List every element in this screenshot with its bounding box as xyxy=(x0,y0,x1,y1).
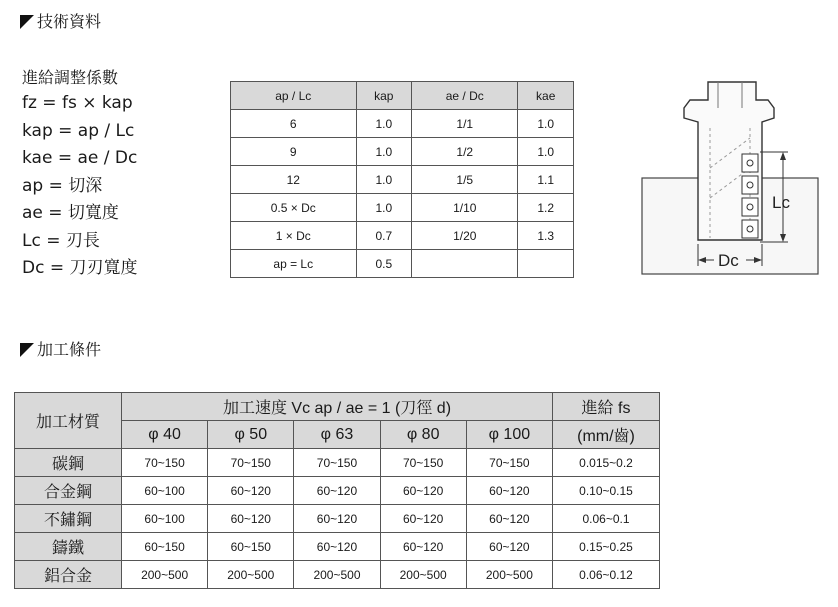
table-row xyxy=(231,194,574,222)
table-cell: ap = Lc xyxy=(231,250,357,278)
table-cell: 1.0 xyxy=(356,110,412,138)
speed-header: 加工速度 Vc ap / ae = 1 (刀徑 d) xyxy=(122,393,553,421)
table-cell: 200~500 xyxy=(208,561,294,589)
table-row xyxy=(231,166,574,194)
table-row xyxy=(15,477,660,505)
table-cell: 60~120 xyxy=(294,505,380,533)
table-cell: 70~150 xyxy=(294,449,380,477)
table-cell: 1/1 xyxy=(412,110,518,138)
formula-line: fz = fs × kap xyxy=(22,93,133,113)
table-cell: 12 xyxy=(231,166,357,194)
column-header: kae xyxy=(518,82,574,110)
arrow-up-icon xyxy=(780,152,786,160)
tech-data-heading-text: 技術資料 xyxy=(37,12,102,31)
insert-icon xyxy=(742,220,758,238)
table-header-row xyxy=(15,393,660,421)
table-cell: 1.0 xyxy=(356,166,412,194)
table-cell: 60~120 xyxy=(294,533,380,561)
material-cell: 不鏽鋼 xyxy=(15,505,122,533)
insert-icon xyxy=(742,176,758,194)
lc-label: Lc xyxy=(772,193,790,212)
cutter-diagram xyxy=(638,78,824,276)
triangle-marker-icon xyxy=(20,15,34,29)
table-cell: 60~100 xyxy=(122,505,208,533)
formula-line: kap = ap / Lc xyxy=(22,120,135,141)
diameter-header: φ 80 xyxy=(380,421,466,449)
formula-line: Dc = 刀刃寬度 xyxy=(22,258,138,278)
diameter-header: φ 40 xyxy=(122,421,208,449)
table-cell: 200~500 xyxy=(122,561,208,589)
table-cell xyxy=(518,250,574,278)
table-cell: 60~120 xyxy=(208,477,294,505)
table-cell: 0.015~0.2 xyxy=(553,449,660,477)
table-cell: 60~120 xyxy=(380,477,466,505)
table-cell: 1.0 xyxy=(518,138,574,166)
table-cell: 1/5 xyxy=(412,166,518,194)
material-cell: 碳鋼 xyxy=(15,449,122,477)
table-cell: 60~120 xyxy=(380,505,466,533)
table-header-row xyxy=(231,82,574,110)
triangle-marker-icon xyxy=(20,343,34,357)
table-cell: 60~120 xyxy=(208,505,294,533)
table-cell: 60~120 xyxy=(466,505,552,533)
table-cell: 60~120 xyxy=(466,533,552,561)
formula-line: Lc = 刃長 xyxy=(22,230,100,251)
table-cell: 1.0 xyxy=(518,110,574,138)
diameter-header: φ 100 xyxy=(466,421,552,449)
material-cell: 鑄鐵 xyxy=(15,533,122,561)
table-cell: 200~500 xyxy=(294,561,380,589)
column-header: ap / Lc xyxy=(231,82,357,110)
table-cell: 0.7 xyxy=(356,222,412,250)
table-cell: 6 xyxy=(231,110,357,138)
material-header: 加工材質 xyxy=(15,393,122,449)
table-cell: 0.06~0.1 xyxy=(553,505,660,533)
column-header: kap xyxy=(356,82,412,110)
table-cell: 60~150 xyxy=(208,533,294,561)
formula-line: ae = 切寬度 xyxy=(22,203,119,223)
material-cell: 合金鋼 xyxy=(15,477,122,505)
feed-unit-header: (mm/齒) xyxy=(553,421,660,449)
table-row xyxy=(231,138,574,166)
machining-conditions-heading xyxy=(20,340,101,360)
table-cell: 9 xyxy=(231,138,357,166)
feed-adjustment-formulas xyxy=(22,66,138,283)
tech-data-heading xyxy=(20,12,101,32)
table-cell: 1/10 xyxy=(412,194,518,222)
material-cell: 鋁合金 xyxy=(15,561,122,589)
formula-line: ap = 切深 xyxy=(22,175,103,196)
table-cell: 1/2 xyxy=(412,138,518,166)
table-cell: 1.1 xyxy=(518,166,574,194)
table-cell: 0.06~0.12 xyxy=(553,561,660,589)
table-cell: 0.10~0.15 xyxy=(553,477,660,505)
table-cell: 0.5 xyxy=(356,250,412,278)
column-header: ae / Dc xyxy=(412,82,518,110)
table-cell: 60~150 xyxy=(122,533,208,561)
table-cell: 1.2 xyxy=(518,194,574,222)
table-cell: 0.5 × Dc xyxy=(231,194,357,222)
feed-header: 進給 fs xyxy=(553,393,660,421)
diameter-header: φ 63 xyxy=(294,421,380,449)
table-row xyxy=(231,222,574,250)
formula-line: kae = ae / Dc xyxy=(22,148,138,168)
adjustment-factor-table xyxy=(230,81,574,278)
table-cell: 60~100 xyxy=(122,477,208,505)
table-cell: 70~150 xyxy=(208,449,294,477)
dc-label: Dc xyxy=(718,251,739,270)
table-cell: 1.0 xyxy=(356,138,412,166)
formulas-title: 進給調整係數 xyxy=(22,68,119,87)
table-row xyxy=(15,561,660,589)
table-cell: 0.15~0.25 xyxy=(553,533,660,561)
table-cell: 1 × Dc xyxy=(231,222,357,250)
table-row xyxy=(15,449,660,477)
table-row xyxy=(231,250,574,278)
diameter-header: φ 50 xyxy=(208,421,294,449)
insert-icon xyxy=(742,154,758,172)
table-cell xyxy=(412,250,518,278)
table-cell: 60~120 xyxy=(380,533,466,561)
table-cell: 200~500 xyxy=(380,561,466,589)
table-cell: 200~500 xyxy=(466,561,552,589)
table-cell: 1/20 xyxy=(412,222,518,250)
table-row xyxy=(15,505,660,533)
table-row xyxy=(15,533,660,561)
insert-icon xyxy=(742,198,758,216)
table-cell: 70~150 xyxy=(466,449,552,477)
table-cell: 60~120 xyxy=(294,477,380,505)
table-row xyxy=(231,110,574,138)
table-cell: 1.3 xyxy=(518,222,574,250)
table-cell: 1.0 xyxy=(356,194,412,222)
machining-conditions-heading-text: 加工條件 xyxy=(37,340,102,359)
cutting-conditions-table xyxy=(14,392,660,589)
table-cell: 70~150 xyxy=(380,449,466,477)
table-cell: 60~120 xyxy=(466,477,552,505)
table-cell: 70~150 xyxy=(122,449,208,477)
cutter-body xyxy=(684,82,774,240)
